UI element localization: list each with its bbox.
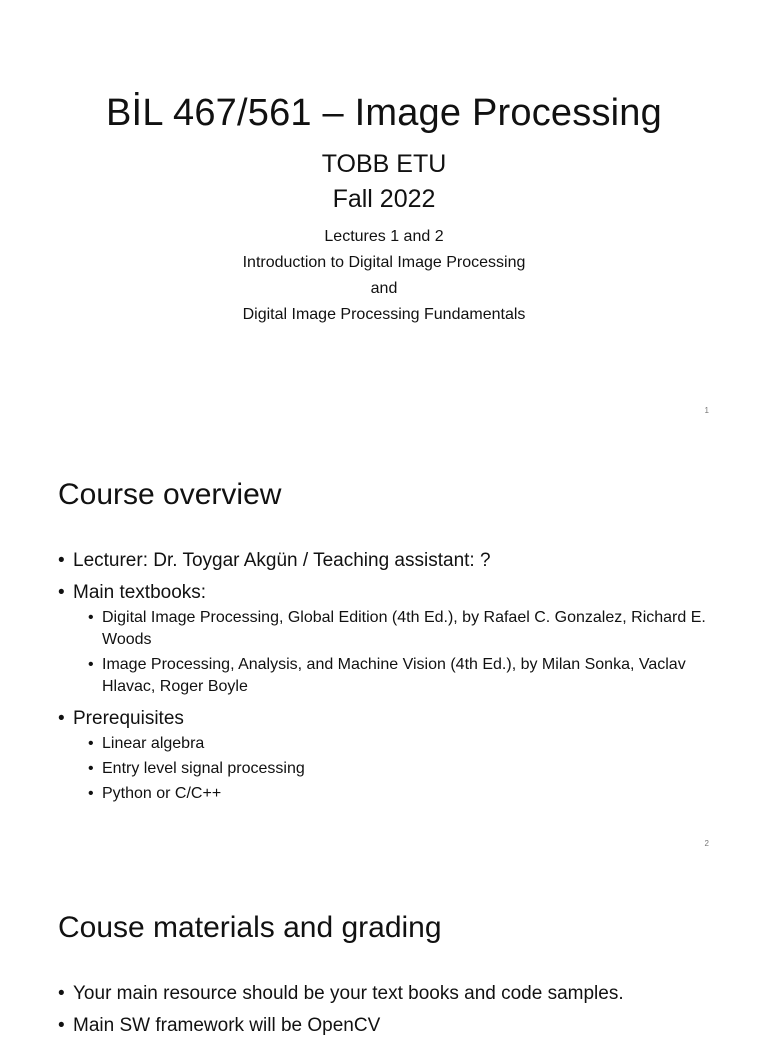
subtitle-line: Digital Image Processing Fundamentals (242, 306, 526, 323)
slide-title: BİL 467/561 – Image Processing (106, 92, 662, 134)
bullet-text: Your main resource should be your text books and code samples. (73, 983, 624, 1004)
bullet-text: Main SW framework will be OpenCV (73, 1015, 381, 1036)
page-number: 2 (704, 839, 709, 848)
page-number: 1 (704, 406, 709, 415)
term-text: Fall 2022 (332, 185, 436, 213)
bullet-glyph: • (88, 735, 94, 752)
bullet-text: Main textbooks: (73, 582, 207, 603)
bullet-glyph: • (88, 785, 94, 802)
bullet-list (58, 549, 708, 814)
bullet-glyph: • (88, 656, 94, 673)
slide-title: Couse materials and grading (58, 911, 442, 944)
subtitle-line: and (370, 280, 398, 297)
slide-3 (0, 866, 768, 1036)
bullet-text: Prerequisites (73, 708, 184, 729)
bullet-item (58, 982, 708, 1005)
subtitle-line: Introduction to Digital Image Processing (242, 254, 526, 271)
bullet-glyph: • (58, 1015, 65, 1036)
bullet-glyph: • (58, 582, 65, 603)
sub-bullet-item (73, 783, 708, 805)
bullet-glyph: • (58, 708, 65, 729)
sub-bullet-text: Digital Image Processing, Global Edition (4th Ed.), by Rafael C. Gonzalez, Richard E. Woods (102, 609, 706, 648)
slide-1 (0, 0, 768, 433)
bullet-glyph: • (58, 983, 65, 1004)
slide-2 (0, 433, 768, 866)
sub-bullet-item (73, 654, 708, 698)
bullet-item (58, 707, 708, 805)
bullet-item (58, 1014, 708, 1037)
bullet-glyph: • (88, 760, 94, 777)
bullet-item (58, 581, 708, 698)
sub-bullet-text: Image Processing, Analysis, and Machine Vision (4th Ed.), by Milan Sonka, Vaclav Hlavac, Roger Boyle (102, 656, 686, 695)
subtitle-line: Lectures 1 and 2 (324, 228, 444, 245)
bullet-item (58, 549, 708, 572)
sub-bullet-text: Entry level signal processing (102, 760, 305, 777)
slide-title: Course overview (58, 478, 282, 511)
sub-bullet-item (73, 607, 708, 651)
sub-bullet-item (73, 758, 708, 780)
sub-bullet-item (73, 733, 708, 755)
bullet-glyph: • (88, 609, 94, 626)
bullet-glyph: • (58, 550, 65, 571)
sub-bullet-text: Linear algebra (102, 735, 205, 752)
bullet-text: Lecturer: Dr. Toygar Akgün / Teaching assistant: ? (73, 550, 491, 571)
sub-bullet-text: Python or C/C++ (102, 785, 222, 802)
institution-text: TOBB ETU (321, 150, 447, 178)
bullet-list (58, 982, 708, 1046)
